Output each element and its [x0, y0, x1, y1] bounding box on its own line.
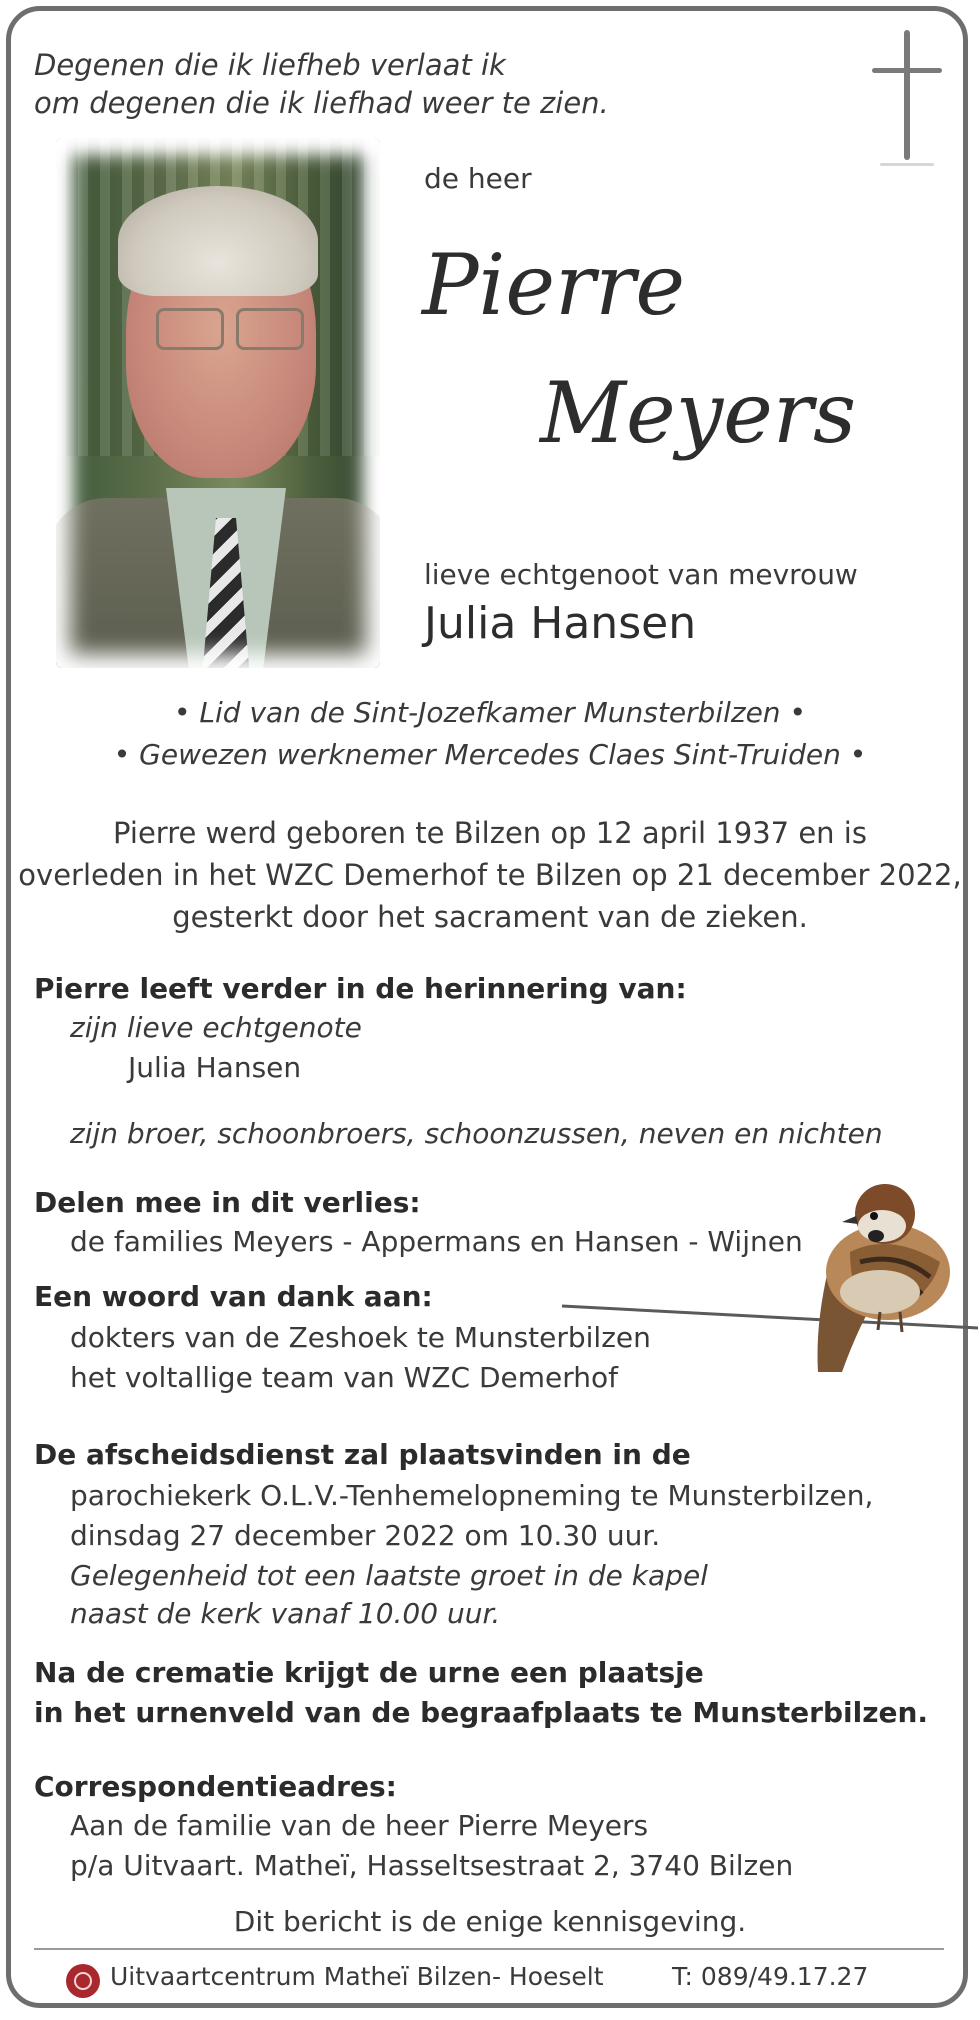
- deceased-last-name: Meyers: [540, 364, 857, 462]
- notice-text: Dit bericht is de enige kennisgeving.: [233, 1905, 747, 1938]
- sparrow-illustration: [560, 1172, 980, 1392]
- affiliation-line: • Lid van de Sint-Jozefkamer Munsterbilzen •: [174, 696, 806, 729]
- funeral-home-phone: T: 089/49.17.27: [672, 1962, 869, 1991]
- footer-divider: [34, 1948, 944, 1950]
- affiliations: [0, 692, 980, 776]
- thanks-item: het voltallige team van WZC Demerhof: [70, 1361, 618, 1394]
- memorial-quote: [34, 46, 609, 122]
- memory-heading: Pierre leeft verder in de herinnering van:: [34, 972, 687, 1005]
- cremation-line-2: in het urnenveld van de begraafplaats te Munsterbilzen.: [34, 1696, 929, 1729]
- relatives: zijn broer, schoonbroers, schoonzussen, neven en nichten: [70, 1117, 883, 1150]
- birth-death-line: Pierre werd geboren te Bilzen op 12 april 1937 en is: [113, 816, 867, 850]
- affiliation-line: • Gewezen werknemer Mercedes Claes Sint-Truiden •: [113, 738, 867, 771]
- title-prefix: de heer: [424, 162, 532, 195]
- quote-line-2: om degenen die ik liefhad weer te zien.: [34, 86, 609, 120]
- correspondence-heading: Correspondentieadres:: [34, 1770, 397, 1803]
- service-datetime: dinsdag 27 december 2022 om 10.30 uur.: [70, 1519, 661, 1552]
- families: de families Meyers - Appermans en Hansen - Wijnen: [70, 1225, 803, 1258]
- service-church: parochiekerk O.L.V.-Tenhemelopneming te Munsterbilzen,: [70, 1479, 874, 1512]
- farewell-line: Gelegenheid tot een laatste groet in de kapel: [70, 1559, 708, 1592]
- thanks-item: dokters van de Zeshoek te Munsterbilzen: [70, 1321, 651, 1354]
- farewell-line: naast de kerk vanaf 10.00 uur.: [70, 1597, 501, 1630]
- birth-death-line: overleden in het WZC Demerhof te Bilzen op 21 december 2022,: [18, 858, 962, 892]
- share-heading: Delen mee in dit verlies:: [34, 1186, 421, 1219]
- birth-death-line: gesterkt door het sacrament van de zieken.: [172, 900, 808, 934]
- quote-line-1: Degenen die ik liefheb verlaat ik: [34, 48, 506, 82]
- cross-shadow: [880, 163, 934, 166]
- correspondence-line: p/a Uitvaart. Matheï, Hasseltsestraat 2, 3740 Bilzen: [70, 1849, 794, 1882]
- wife-intro: zijn lieve echtgenote: [70, 1011, 362, 1044]
- cremation-line-1: Na de crematie krijgt de urne een plaatsje: [34, 1656, 704, 1689]
- birth-death-text: [0, 812, 980, 938]
- rose-logo-inner: [74, 1972, 92, 1990]
- correspondence-line: Aan de familie van de heer Pierre Meyers: [70, 1809, 649, 1842]
- thanks-heading: Een woord van dank aan:: [34, 1280, 433, 1313]
- deceased-first-name: Pierre: [422, 236, 686, 334]
- wife-name: Julia Hansen: [128, 1051, 302, 1084]
- service-heading: De afscheidsdienst zal plaatsvinden in de: [34, 1438, 691, 1471]
- portrait-photo: [56, 138, 380, 668]
- funeral-home-name: Uitvaartcentrum Matheï Bilzen- Hoeselt: [110, 1962, 604, 1991]
- cross-icon: [904, 30, 910, 160]
- spouse-intro: lieve echtgenoot van mevrouw: [424, 558, 858, 591]
- spouse-name: Julia Hansen: [424, 598, 697, 649]
- cross-icon-bar: [872, 68, 942, 73]
